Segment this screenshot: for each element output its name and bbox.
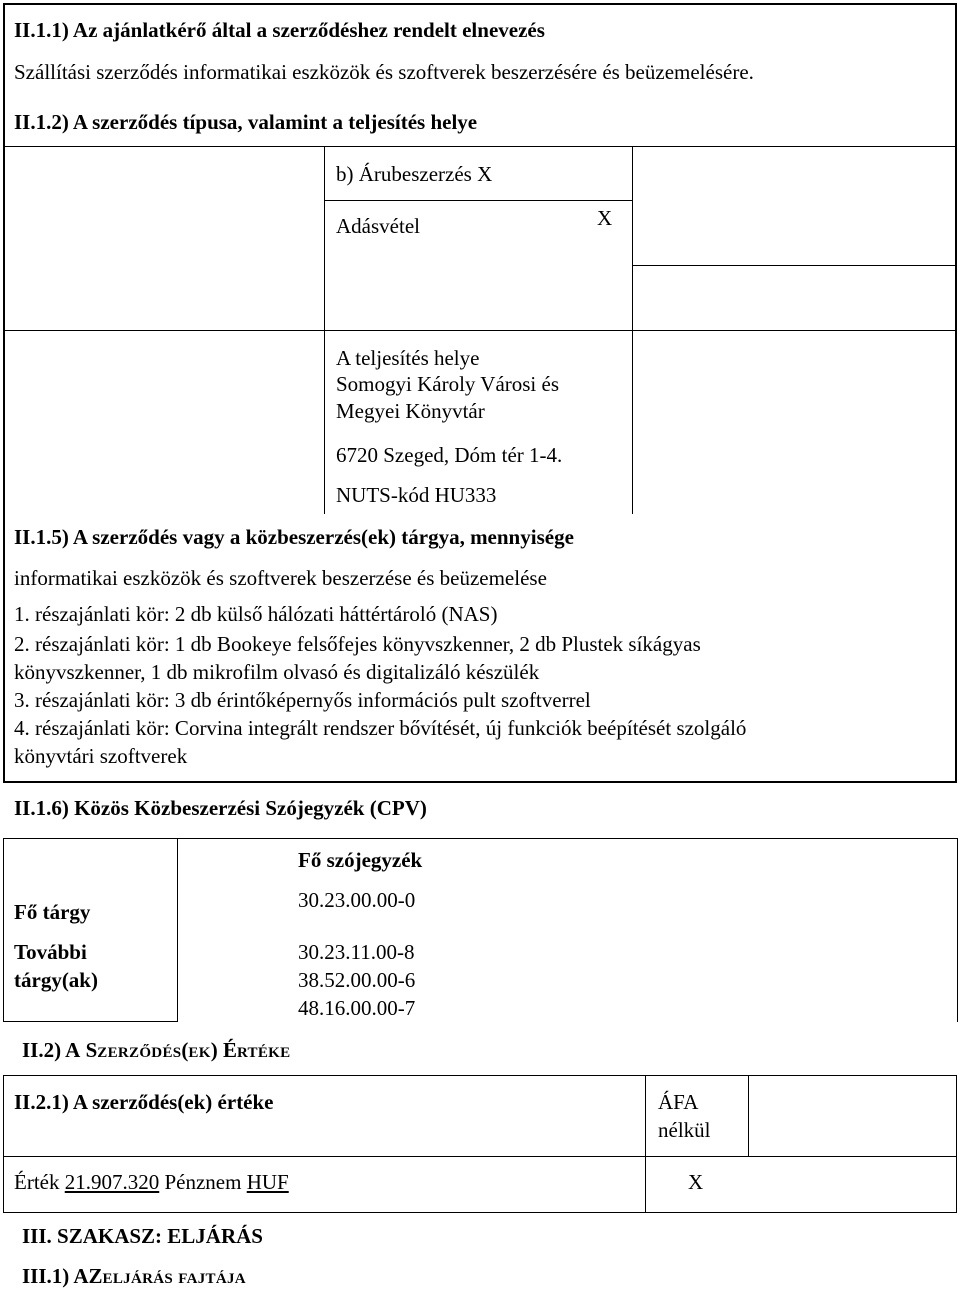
afa-label1: ÁFA [658,1090,699,1114]
s22-heading: II.2) A SZERZŐDÉS(EK) ÉRTÉKE [22,1038,291,1062]
s112-heading: II.1.2) A szerződés típusa, valamint a teljesítés helye [14,110,478,134]
afa-label2: nélkül [658,1118,711,1142]
s3-heading: III. SZAKASZ: ELJÁRÁS [22,1224,263,1248]
place-nuts: NUTS-kód HU333 [336,483,497,507]
type-table-v1 [324,146,325,330]
s115-line4b: könyvtári szoftverek [14,744,188,768]
value-v2 [748,1075,749,1157]
place-left-line [324,330,325,514]
box-bottom-border [3,781,957,783]
place-label: A teljesítés helye [336,346,480,370]
type-right-line [632,265,957,266]
s3-subheading: III.1) AZELJÁRÁS FAJTÁJA [22,1264,246,1288]
cpv-main-label: Fő tárgy [14,900,91,924]
s221-heading: II.2.1) A szerződés(ek) értéke [14,1090,274,1114]
type-row-line [324,200,632,201]
adasvetel-label: Adásvétel [336,214,420,238]
cpv-v1 [177,838,178,1022]
value-bottom [3,1212,957,1213]
value-left [3,1075,4,1213]
adasvetel-mark: X [597,206,613,230]
cpv-extra-code: 30.23.11.00-8 [298,940,415,964]
s115-line3: 3. részajánlati kör: 3 db érintőképernyős információs pult szoftverrel [14,688,591,712]
s116-heading: II.1.6) Közös Közbeszerzési Szójegyzék (CPV) [14,796,427,820]
place-line1: Somogyi Károly Városi és [336,372,560,396]
cpv-right [957,838,958,1022]
box-top-border [3,3,957,5]
type-bottom-line [3,330,957,331]
currency: HUF [246,1170,289,1194]
s115-intro: informatikai eszközök és szoftverek beszerzése és beüzemelése [14,566,547,590]
cpv-bottom [3,1021,178,1022]
s115-line1: 1. részajánlati kör: 2 db külső hálózati háttértároló (NAS) [14,602,498,626]
value-mark: X [688,1170,704,1194]
type-label: b) Árubeszerzés X [336,162,493,186]
s111-heading: II.1.1) Az ajánlatkérő által a szerződéshez rendelt elnevezés [14,18,545,42]
place-address: 6720 Szeged, Dóm tér 1-4. [336,443,563,467]
s115-line4a: 4. részajánlati kör: Corvina integrált rendszer bővítését, új funkciók beépítését szolgáló [14,716,747,740]
box-left-border [3,3,5,783]
value-right [956,1075,957,1213]
value-top [3,1075,957,1076]
value-mid [3,1156,957,1157]
cpv-extra-label2: tárgy(ak) [14,968,98,992]
s111-text: Szállítási szerződés informatikai eszközök és szoftverek beszerzésére és beüzemelésére. [14,60,754,84]
cpv-extra-code: 48.16.00.00-7 [298,996,416,1020]
cpv-main-code: 30.23.00.00-0 [298,888,416,912]
place-line2: Megyei Könyvtár [336,399,485,423]
cpv-col-header: Fő szójegyzék [298,848,423,872]
cpv-extra-code: 38.52.00.00-6 [298,968,416,992]
value-v1 [645,1075,646,1213]
value-amount: 21.907.320 [64,1170,160,1194]
s115-heading: II.1.5) A szerződés vagy a közbeszerzés(ek) tárgya, mennyisége [14,525,574,549]
type-table-top [3,146,957,147]
cpv-extra-label1: További [14,940,87,964]
s115-line2b: könyvszkenner, 1 db mikrofilm olvasó és digitalizáló készülék [14,660,540,684]
cpv-left [3,838,4,1022]
box-right-border [955,3,957,783]
s115-line2a: 2. részajánlati kör: 1 db Bookeye felsőfejes könyvszkenner, 2 db Plustek síkágyas [14,632,701,656]
value-line: Érték 21.907.320 Pénznem HUF [14,1170,289,1194]
cpv-top [3,838,957,839]
